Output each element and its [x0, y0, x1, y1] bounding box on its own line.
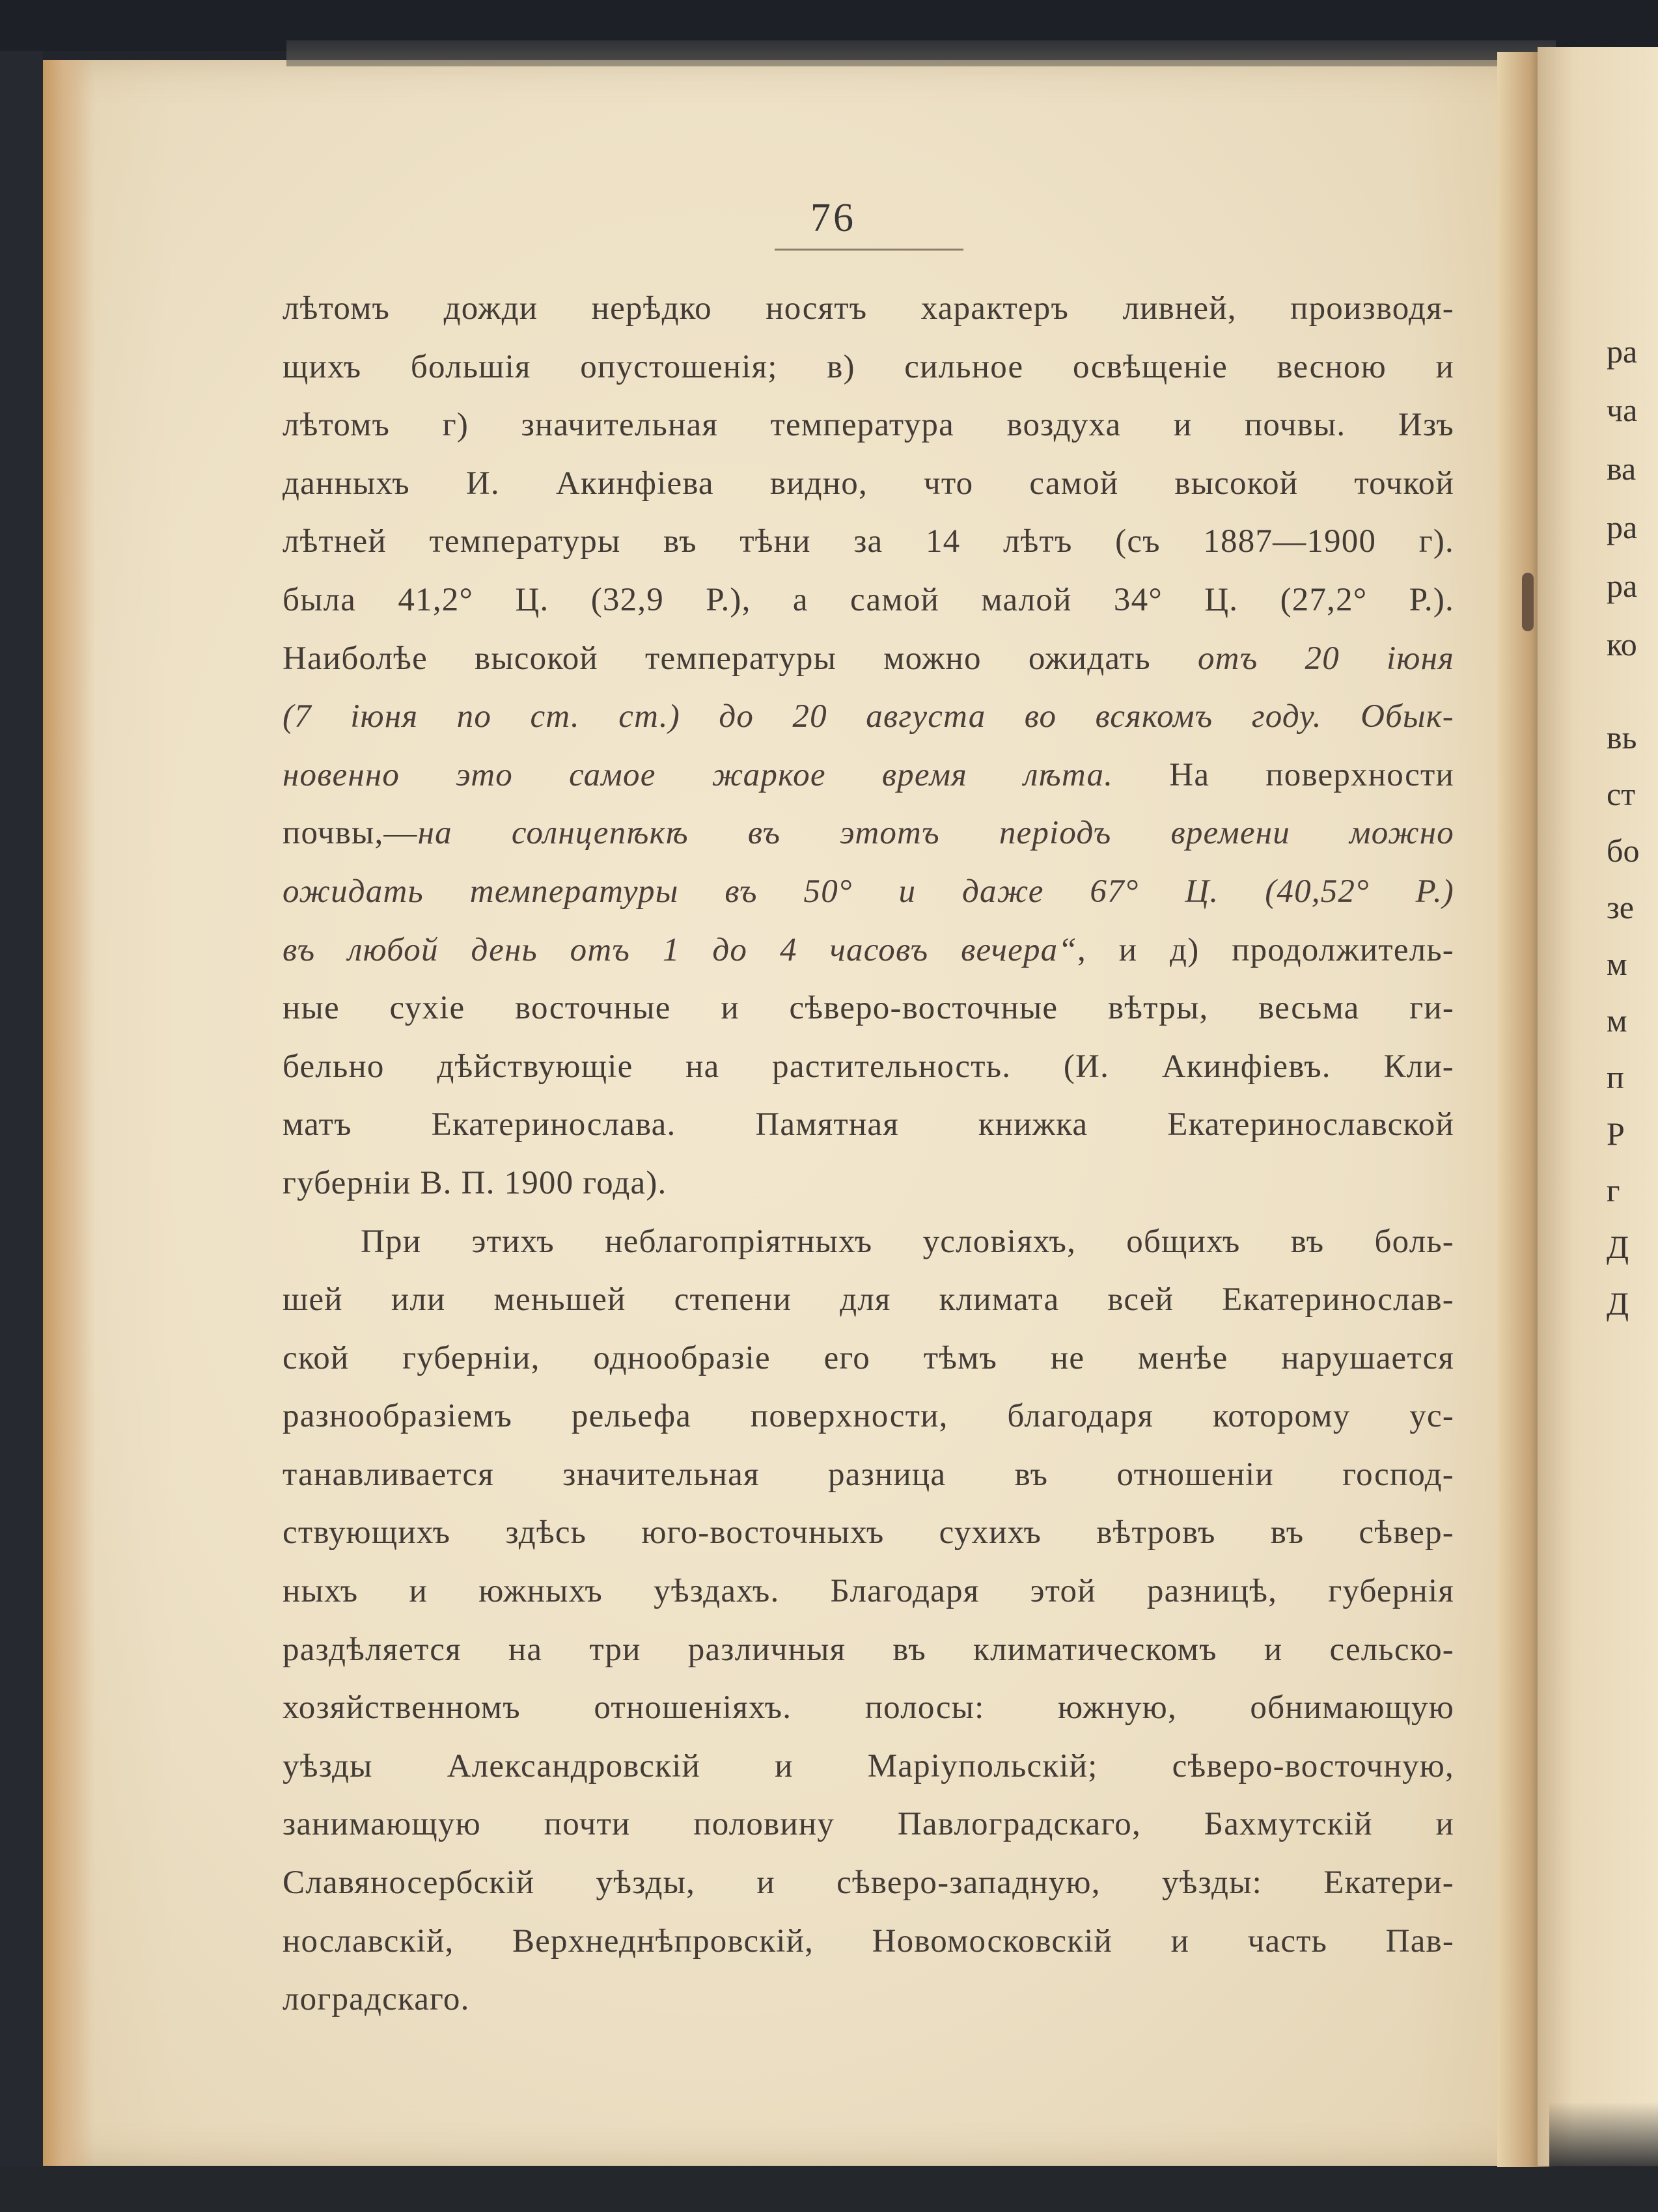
plain-text: почвы,— [283, 815, 418, 852]
right-page-fragment: п [1607, 1059, 1624, 1095]
page-edge [43, 60, 95, 2166]
text-line: раздѣляется на три различныя въ климатическомъ и сельско- [283, 1631, 1454, 1668]
right-page-fragment: м [1607, 946, 1627, 982]
text-line [283, 922, 1454, 980]
text-line [283, 630, 1454, 689]
right-page-fragment: ра [1607, 567, 1638, 604]
text-line: шей или меньшей степени для климата всей Екатеринослав- [283, 1281, 1454, 1318]
right-page-fragment: зе [1607, 889, 1634, 925]
right-page-fragment: ст [1607, 776, 1636, 812]
text-line: Славяносербскій уѣзды, и сѣверо-западную, уѣзды: Екатери- [283, 1864, 1454, 1902]
text-line: бельно дѣйствующіе на растительность. (И. Акинфіевъ. Кли- [283, 1048, 1454, 1085]
text-line: губерніи В. П. 1900 года). [283, 1164, 667, 1201]
right-page-text-bottom [1607, 709, 1658, 1332]
text-line: уѣзды Александровскій и Маріупольскій; сѣверо-восточную, [283, 1747, 1454, 1784]
text-line: данныхъ И. Акинфіева видно, что самой высокой точкой [283, 465, 1454, 502]
text-line [283, 688, 1454, 746]
right-page-fragment: ко [1607, 626, 1637, 662]
text-line: ныхъ и южныхъ уѣздахъ. Благодаря этой разницѣ, губернія [283, 1573, 1454, 1610]
scanner-bottom-border [0, 2167, 1658, 2212]
text-line [283, 863, 1454, 922]
right-page-fragment: г [1607, 1172, 1620, 1208]
plain-text: , и д) продолжитель- [1077, 931, 1454, 968]
text-line: была 41,2° Ц. (32,9 Р.), а самой малой 34° Ц. (27,2° Р.). [283, 581, 1454, 618]
right-page-fragment: вь [1607, 719, 1637, 756]
italic-text: въ любой день отъ 1 до 4 часовъ вечера“ [283, 931, 1077, 968]
italic-text: на солнцепѣкѣ въ этотъ періодъ времени можно [417, 815, 1454, 852]
right-page-fragment: ча [1607, 392, 1638, 428]
text-line: При этихъ неблагопріятныхъ условіяхъ, общихъ въ боль- [361, 1223, 1454, 1260]
right-page-fragment: Р [1607, 1115, 1625, 1152]
right-page-fragment: Д [1607, 1285, 1629, 1322]
right-page-fragment: Д [1607, 1229, 1629, 1265]
binding-mark [1522, 573, 1534, 631]
text-line: ской губерніи, однообразіе его тѣмъ не менѣе нарушается [283, 1339, 1454, 1376]
text-line: лѣтомъ дожди нерѣдко носятъ характеръ ливней, производя- [283, 290, 1454, 327]
italic-text: ожидать температуры въ 50° и даже 67° Ц. (40,52° Р.) [283, 873, 1454, 910]
right-page-shadow [1549, 2102, 1658, 2174]
text-line: танавливается значительная разница въ отношеніи господ- [283, 1456, 1454, 1493]
right-page-fragment: ра [1607, 509, 1638, 545]
page-number-rule [775, 249, 963, 251]
text-line: лѣтней температуры въ тѣни за 14 лѣтъ (съ 1887—1900 г). [283, 523, 1454, 560]
text-line: щихъ большія опустошенія; в) сильное освѣщеніе весною и [283, 348, 1454, 385]
right-page-fragment: ра [1607, 333, 1638, 370]
text-line: ные сухіе восточные и сѣверо-восточные вѣтры, весьма ги- [283, 990, 1454, 1027]
text-line: разнообразіемъ рельефа поверхности, благодаря которому ус- [283, 1398, 1454, 1435]
text-line: нославскій, Верхнеднѣпровскій, Новомосковскій и часть Пав- [283, 1922, 1454, 1959]
right-page-fragment: м [1607, 1002, 1627, 1039]
text-line [283, 804, 1454, 863]
body-text [283, 280, 1454, 2029]
text-line: матъ Екатеринослава. Памятная книжка Екатеринославской [283, 1106, 1454, 1143]
scanner-left-border [0, 51, 43, 2172]
page-number: 76 [810, 196, 856, 240]
text-line: лѣтомъ г) значительная температура воздуха и почвы. Изъ [283, 407, 1454, 444]
right-page-fragment: бо [1607, 832, 1640, 869]
text-line: ствующихъ здѣсь юго-восточныхъ сухихъ вѣтровъ въ сѣвер- [283, 1514, 1454, 1551]
plain-text: На поверхности [1113, 756, 1454, 793]
right-page-text-top [1607, 322, 1658, 674]
text-line: занимающую почти половину Павлоградскаго, Бахмутскій и [283, 1806, 1454, 1843]
italic-text: отъ 20 іюня [1197, 640, 1454, 677]
text-line: лоградскаго. [283, 1981, 470, 2018]
plain-text: Наиболѣе высокой температуры можно ожидать [283, 640, 1198, 677]
text-line [283, 746, 1454, 805]
top-shadow [286, 40, 1556, 66]
italic-text: (7 іюня по ст. ст.) до 20 августа во всякомъ году. Обык- [283, 698, 1454, 735]
right-page-fragment: ва [1607, 450, 1637, 487]
text-line: хозяйственномъ отношеніяхъ. полосы: южную, обнимающую [283, 1689, 1454, 1727]
italic-text: новенно это самое жаркое время лѣта. [283, 756, 1114, 793]
